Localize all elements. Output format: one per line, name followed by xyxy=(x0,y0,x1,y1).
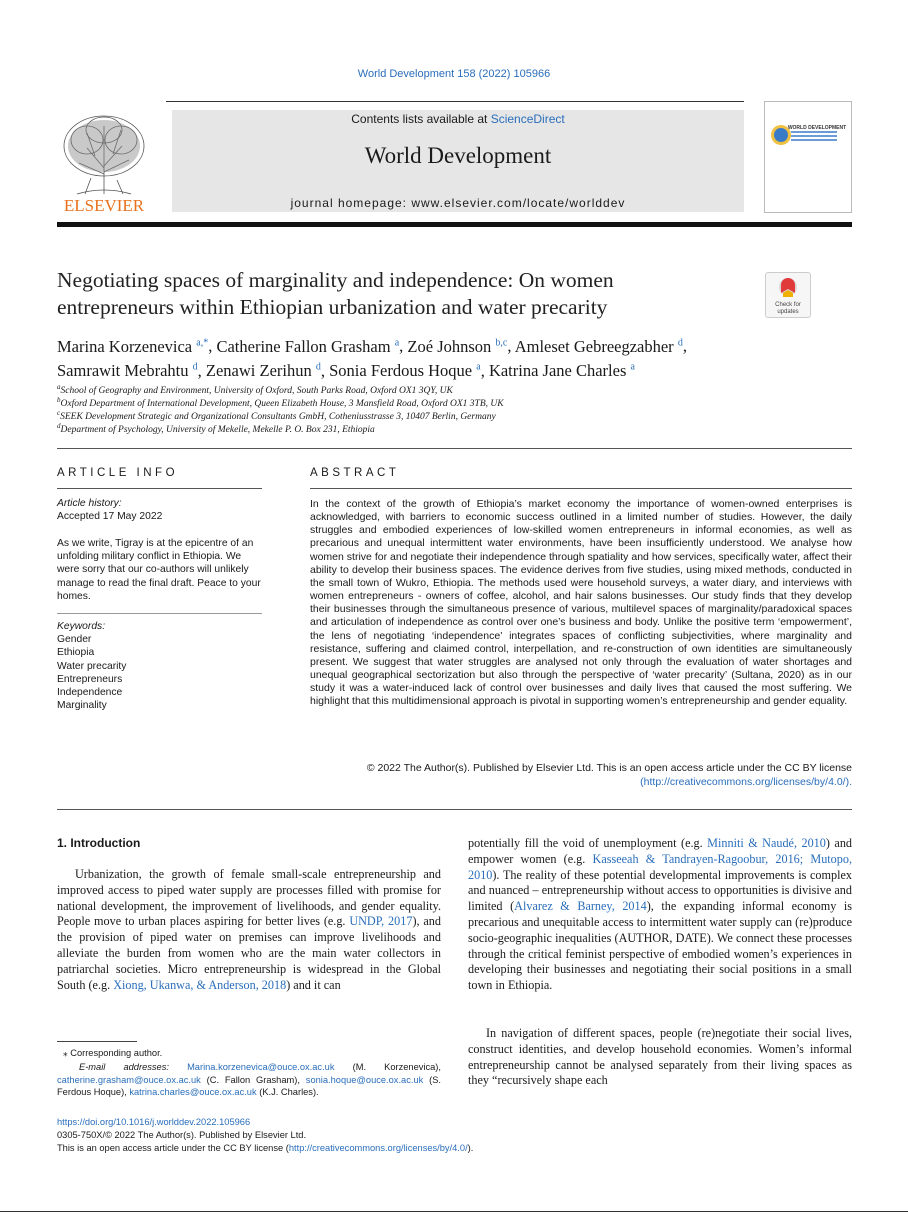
affiliation: $^b$Oxford Department of International Development, Queen Elizabeth House, 3 Mansfield Road, Oxford OX1 3TB, UK xyxy=(57,396,504,410)
article-title xyxy=(57,267,747,321)
license-text: © 2022 The Author(s). Published by Elsevier Ltd. This is an open access article under the CC BY license xyxy=(366,762,852,774)
contents-line xyxy=(172,112,744,126)
footnote-rule xyxy=(57,1041,137,1042)
journal-cover[interactable] xyxy=(764,101,852,213)
check-for-updates-badge[interactable] xyxy=(765,272,811,318)
author[interactable]: Marina Korzenevica $^{a,*}$ xyxy=(57,336,209,356)
citation-link[interactable]: UNDP, 2017 xyxy=(349,914,413,929)
journal-homepage[interactable]: journal homepage: www.elsevier.com/locate/worlddev xyxy=(290,196,626,210)
author[interactable]: Amleset Gebreegzabher $^d$ xyxy=(514,336,683,356)
abstract-text: In the context of the growth of Ethiopia’s market economy the importance of women-owned enterprises is acknowledged, with barriers to economic success outlined in a limited number of studies. However, the daily struggles and embodied experiences of low-skilled women entrepreneurs in informal economies, as well as precarious and unequal intermittent water environments, have been insufficiently understood. We analyse how women strive for and negotiate their independence through spatiality and how services, specifically water, affect their ability to develop their business spaces. The evidence derives from five studies, using mixed methods, conducted in the small town of Wukro, Ethiopia. The methods used were household surveys, a water diary, and interviews with women entrepreneurs - owners of coffee, alcohol, and hair salons businesses. Our study finds that they develop their businesses through the simultaneous presence of various, multilevel spaces of marginality/paradoxical spaces and articulation of independence as control over one’s business and body. Unlike the positive term ‘empowerment’, the lens of negotiating ‘independence’ integrates spaces of conflicting subjectivities, where marginality and resistance, suffering and claimed control, interpellation, and re-construction of own identities are simultaneously present. We suggest that water struggles are analysed not only through the evaluation of water shortages and unequal geographical sectorization but also through the perspective of ‘water precarity’ (Sultana, 2020) as in our study it was a water-induced lack of control over businesses and daily lives that caused the most suffering. We highlight that this multidimensional approach is pivotal in supporting women’s entrepreneurship and gender equality. xyxy=(310,498,852,708)
intro-paragraph: In navigation of different spaces, people (re)negotiate their social lives, construct identities, and develop household economies. Women’s informal entrepreneurship cannot be analysed separately from their living spaces as they “recursively shape each xyxy=(468,1026,852,1088)
cc-license-link[interactable]: http://creativecommons.org/licenses/by/4.0/ xyxy=(288,1143,468,1153)
header-divider xyxy=(166,101,744,102)
keywords-block xyxy=(57,620,262,712)
elsevier-logo[interactable] xyxy=(57,108,151,214)
citation-link[interactable]: Kasseeah & Tandrayen-Ragoobur, 2016; Mutopo, 2010 xyxy=(468,851,853,882)
author[interactable]: Sonia Ferdous Hoque $^a$ xyxy=(329,361,481,380)
cover-thumbnail-icon xyxy=(765,102,851,212)
tree-icon xyxy=(57,108,151,214)
header-rule xyxy=(57,222,852,227)
svg-text:Check for: Check for xyxy=(775,302,801,308)
author[interactable]: Zoé Johnson $^{b,c}$ xyxy=(407,336,508,356)
citation-link[interactable]: Minniti & Naudé, 2010 xyxy=(707,836,826,850)
keyword: Gender xyxy=(57,634,92,646)
author[interactable]: Samrawit Mebrahtu $^d$ xyxy=(57,361,198,380)
article-info-heading: ARTICLE INFO xyxy=(57,467,179,479)
affiliation: $^a$School of Geography and Environment, University of Oxford, South Parks Road, Oxford OX1 3QY, UK xyxy=(57,383,453,397)
keyword: Entrepreneurs xyxy=(57,673,123,685)
sciencedirect-link[interactable]: ScienceDirect xyxy=(490,112,565,126)
keyword: Water precarity xyxy=(57,660,127,672)
journal-citation[interactable]: World Development 158 (2022) 105966 xyxy=(357,68,551,80)
email-link[interactable]: Marina.korzenevica@ouce.ox.ac.uk xyxy=(187,1062,335,1072)
doi-link[interactable]: https://doi.org/10.1016/j.worlddev.2022.105966 xyxy=(57,1117,251,1127)
crossmark-icon xyxy=(766,273,810,317)
title-line-2: entrepreneurs within Ethiopian urbanization and water precarity xyxy=(57,295,608,319)
keyword: Independence xyxy=(57,687,123,699)
corresponding-author-note: ⁎ Corresponding author. xyxy=(63,1048,163,1058)
abstract-heading: ABSTRACT xyxy=(310,467,400,479)
article-info-rule xyxy=(57,488,262,489)
email-addresses: E-mail addresses: Marina.korzenevica@ouce.ox.ac.uk (M. Korzenevica), catherine.grasham@ouce.ox.ac.uk (C. Fallon Grasham), sonia.hoque@ouce.ox.ac.uk (S. Ferdous Hoque), katrina.charles@ouce.ox.ac.uk (K.J. Charles). xyxy=(57,1062,441,1097)
keywords-label: Keywords: xyxy=(57,621,106,632)
issn-copyright: 0305-750X/© 2022 The Author(s). Published by Elsevier Ltd. xyxy=(57,1130,307,1140)
intro-paragraph: Urbanization, the growth of female small-scale entrepreneurship and improved access to piped water supply are processes filled with promise for national development, the improvement of livelihoods, and gender equality. People move to urban places aspiring for better lives (e.g. UNDP, 2017), and the provision of piped water on premises can improve livelihoods and alleviate the burden from women who are the main water collectors in patriarchal societies. Micro entrepreneurship is widespread in the Global South (e.g. Xiong, Ukanwa, & Anderson, 2018) and it can xyxy=(57,867,441,992)
contents-prefix: Contents lists available at xyxy=(351,112,488,126)
section-divider xyxy=(57,809,852,810)
article-history xyxy=(57,497,262,523)
page-bottom-edge xyxy=(0,1211,908,1212)
license-statement xyxy=(310,762,852,789)
section-divider xyxy=(57,448,852,449)
author[interactable]: Katrina Jane Charles $^a$ xyxy=(488,361,635,380)
title-line-1: Negotiating spaces of marginality and independence: On women xyxy=(57,268,614,292)
author[interactable]: Catherine Fallon Grasham $^a$ xyxy=(216,336,400,356)
cover-title: WORLD DEVELOPMENT xyxy=(787,125,847,131)
journal-name: World Development xyxy=(364,143,552,168)
keywords-rule xyxy=(57,613,262,614)
intro-paragraph: potentially fill the void of unemployment (e.g. Minniti & Naudé, 2010) and empower women (e.g. Kasseeah & Tandrayen-Ragoobur, 2016; Mutopo, 2010). The reality of these potential developmental improvements is complex and nuanced – entrepreneurship without access to opportunities is divisive and limited (Alvarez & Barney, 2014), the expanding informal economy is precarious and unequitable access to intermittent water supply can (re)produce socio-geographic inequalities (AUTHOR, DATE). We connect these processes through the critical feminist perspective of embodied women’s experiences in developing their businesses and negotiating their social positions in a small town in Ethiopia. xyxy=(468,836,853,993)
open-access-statement: This is an open access article under the CC BY license (http://creativecommons.org/licenses/by/4.0/). xyxy=(57,1143,474,1153)
author-list: Marina Korzenevica $^{a,*}$, Catherine Fallon Grasham $^a$, Zoé Johnson $^{b,c}$, Amleset Gebreegzabher $^d$, Samrawit Mebrahtu $^d$, Zenawi Zerihun $^d$, Sonia Ferdous Hoque $^a$, Katrina Jane Charles $^a$ xyxy=(57,336,687,380)
license-link[interactable]: (http://creativecommons.org/licenses/by/4.0/). xyxy=(640,775,852,788)
history-label: Article history: xyxy=(57,498,122,509)
accepted-date: Accepted 17 May 2022 xyxy=(57,511,163,523)
email-link[interactable]: katrina.charles@ouce.ox.ac.uk xyxy=(129,1087,257,1097)
email-link[interactable]: sonia.hoque@ouce.ox.ac.uk xyxy=(305,1074,424,1085)
citation-link[interactable]: Alvarez & Barney, 2014 xyxy=(514,899,647,914)
email-link[interactable]: catherine.grasham@ouce.ox.ac.uk xyxy=(57,1074,201,1085)
keyword: Ethiopia xyxy=(57,647,95,659)
svg-text:updates: updates xyxy=(777,309,799,315)
abstract-rule xyxy=(310,488,852,489)
author[interactable]: Zenawi Zerihun $^d$ xyxy=(205,361,321,380)
intro-heading: 1. Introduction xyxy=(57,836,141,850)
affiliation: $^d$Department of Psychology, University of Mekelle, Mekelle P. O. Box 231, Ethiopia xyxy=(57,422,375,436)
affiliation: $^c$SEEK Development Strategic and Organizational Consultants GmbH, Cotheniusstrasse 3, 10407 Berlin, Germany xyxy=(57,409,496,423)
dedication-note: As we write, Tigray is at the epicentre of an unfolding military conflict in Ethiopia. We were sorry that our co-authors will unlikely manage to read the final draft. Peace to your homes. xyxy=(57,538,261,602)
keyword: Marginality xyxy=(57,700,107,712)
citation-link[interactable]: Xiong, Ukanwa, & Anderson, 2018 xyxy=(113,977,287,992)
elsevier-wordmark: ELSEVIER xyxy=(63,196,145,214)
